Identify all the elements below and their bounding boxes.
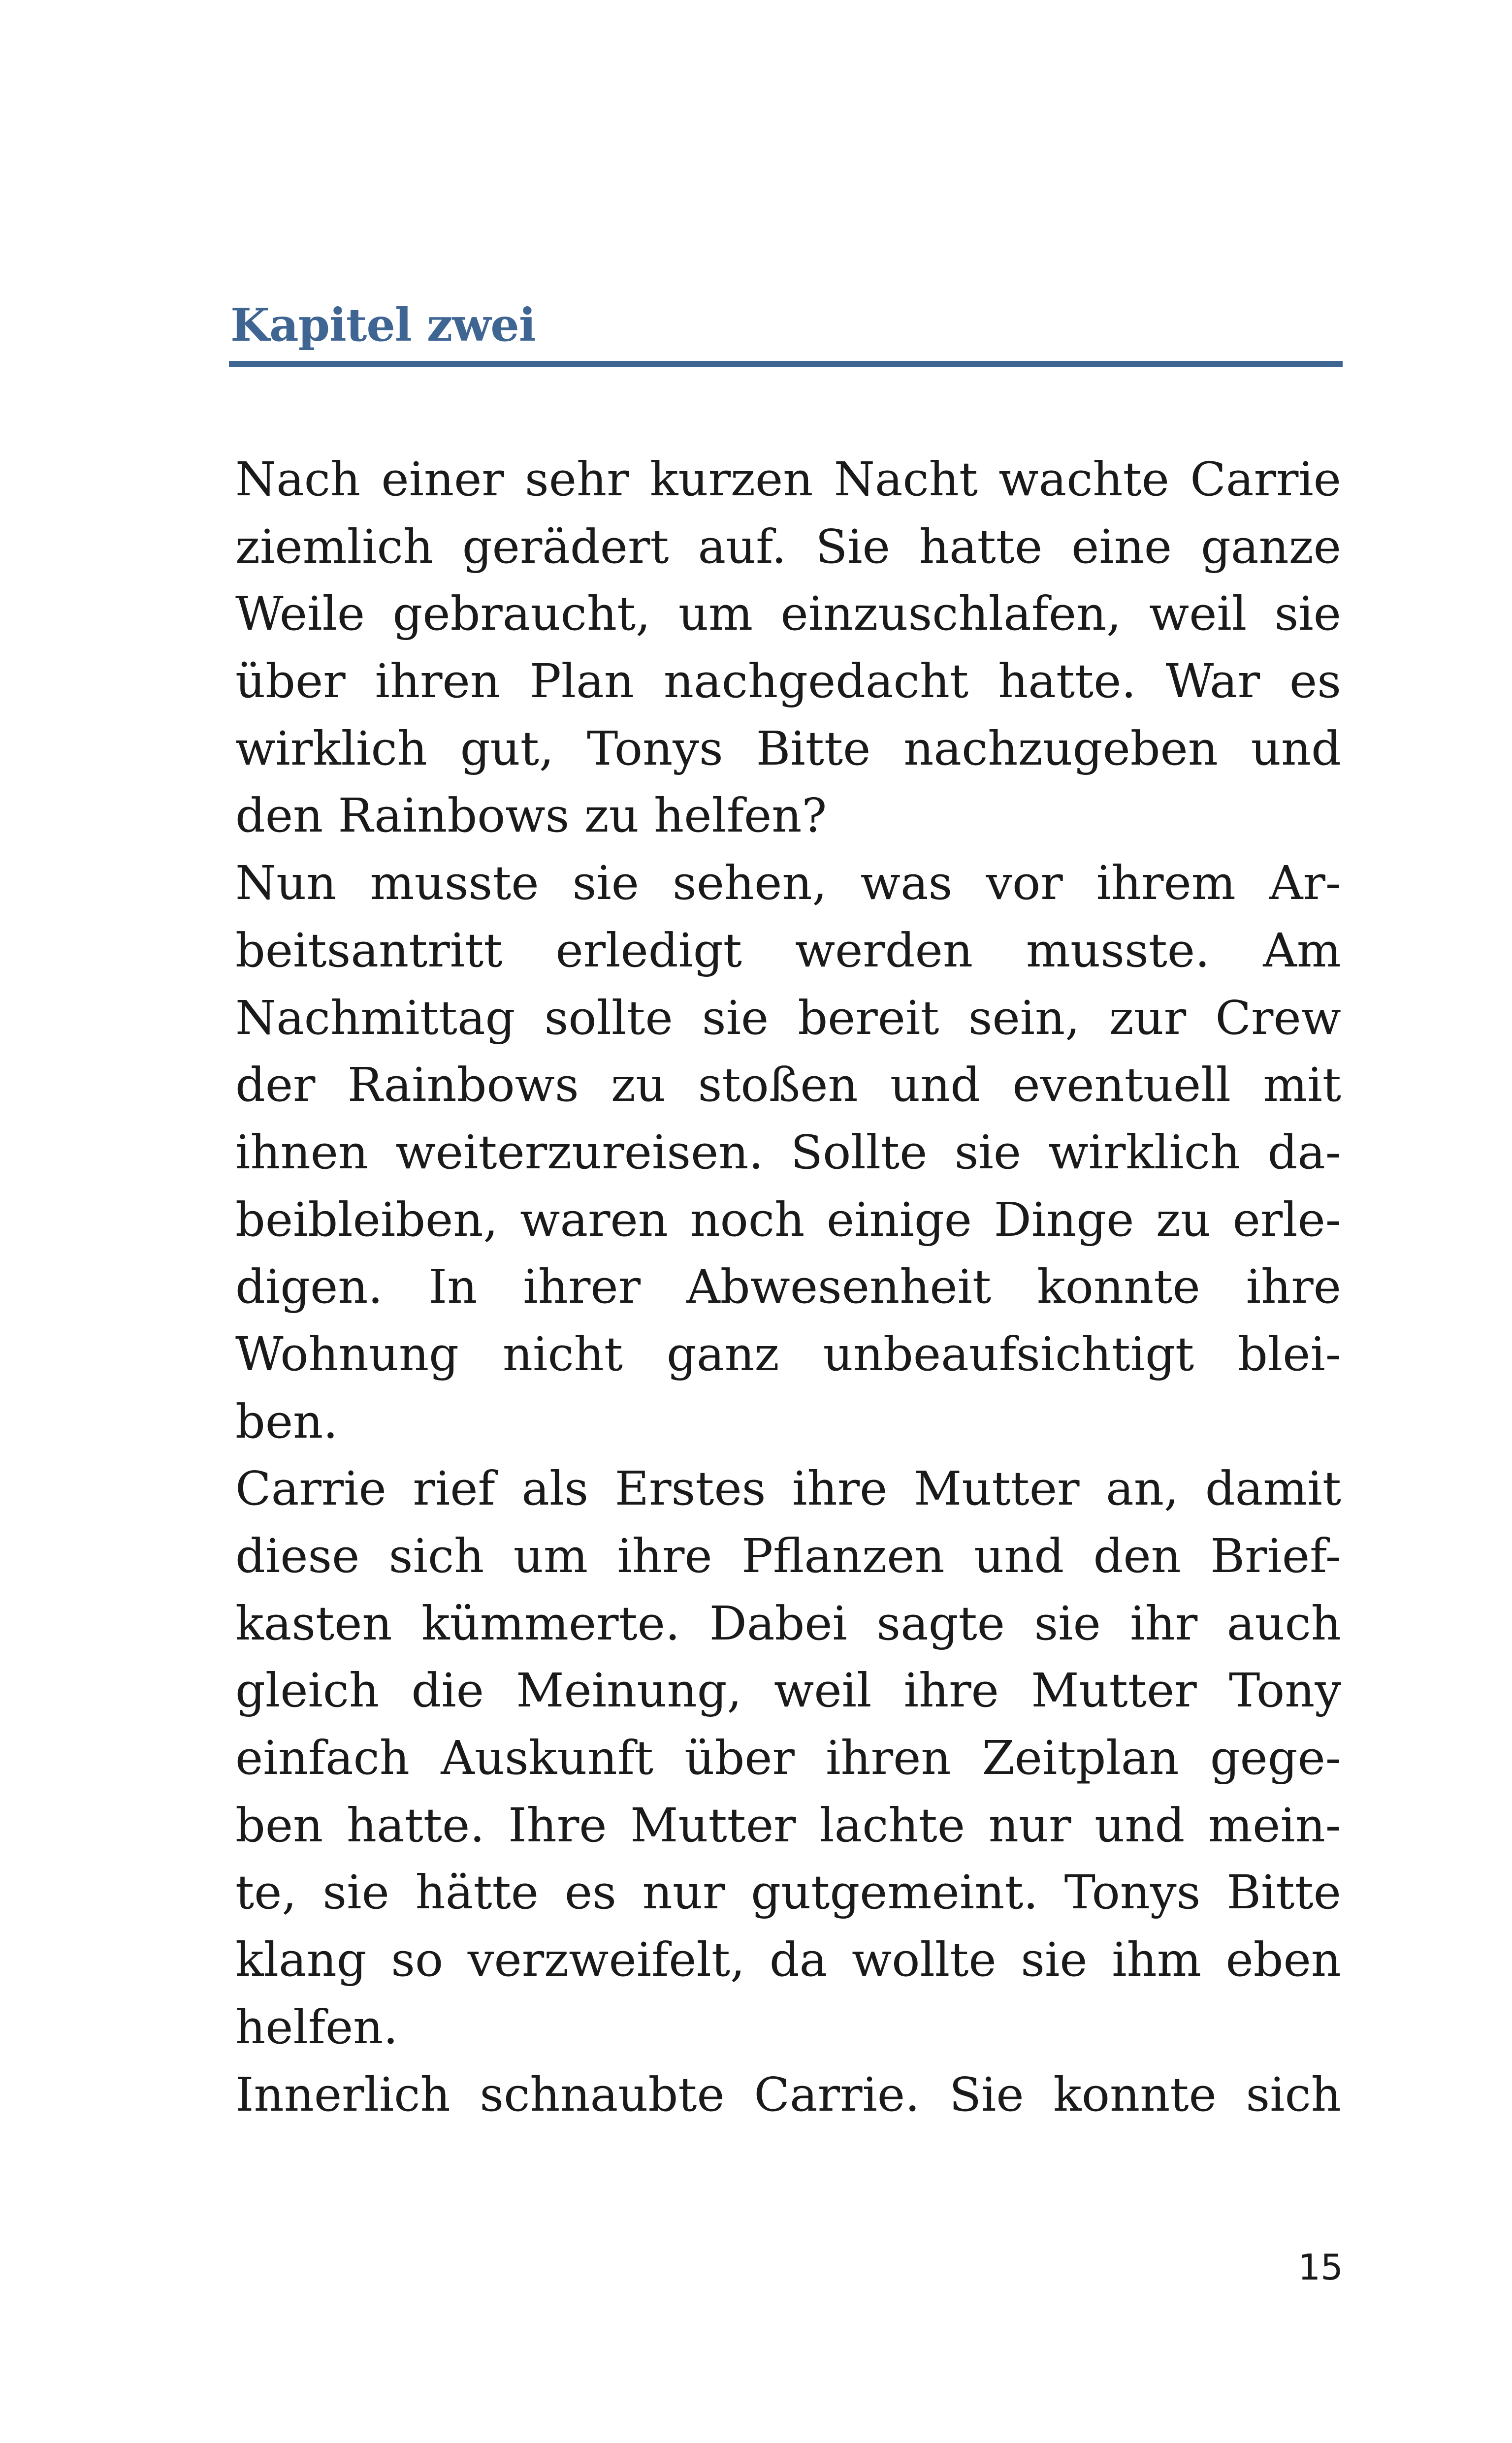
text-line: ben. [235,1394,338,1449]
text-line: wirklich gut, Tonys Bitte nachzugeben und [235,721,1341,776]
text-line: ihnen weiterzureisen. Sollte sie wirklich da- [235,1125,1341,1180]
text-line: diese sich um ihre Pflanzen und den Brief- [235,1529,1341,1583]
text-line: Wohnung nicht ganz unbeaufsichtigt blei- [235,1327,1341,1382]
text-line: der Rainbows zu stoßen und eventuell mit [235,1058,1341,1113]
text-line: Nun musste sie sehen, was vor ihrem Ar- [235,856,1341,911]
text-line: ben hatte. Ihre Mutter lachte nur und mein- [235,1798,1341,1853]
text-line: beitsantritt erledigt werden musste. Am [235,923,1341,978]
text-line: ziemlich gerädert auf. Sie hatte eine ganze [235,519,1341,574]
text-line: einfach Auskunft über ihren Zeitplan gege- [235,1731,1341,1786]
text-line: Innerlich schnaubte Carrie. Sie konnte sich [235,2067,1341,2122]
text-line: gleich die Meinung, weil ihre Mutter Tony [235,1664,1341,1718]
heading-underline-rule [229,361,1343,367]
text-line: kasten kümmerte. Dabei sagte sie ihr auch [235,1596,1341,1651]
text-line: Nach einer sehr kurzen Nacht wachte Carrie [235,452,1341,507]
text-line: über ihren Plan nachgedacht hatte. War es [235,654,1341,709]
chapter-heading: Kapitel zwei [230,298,536,352]
text-line: Nachmittag sollte sie bereit sein, zur Crew [235,991,1341,1045]
text-line: klang so verzweifelt, da wollte sie ihm eben [235,1933,1341,1988]
body-text [235,446,1341,2128]
text-line: den Rainbows zu helfen? [235,789,827,843]
text-line: helfen. [235,2000,398,2055]
text-line: beibleiben, waren noch einige Dinge zu erle- [235,1192,1341,1247]
text-line: Carrie rief als Erstes ihre Mutter an, damit [235,1462,1341,1516]
text-line: digen. In ihrer Abwesenheit konnte ihre [235,1260,1341,1315]
text-line: Weile gebraucht, um einzuschlafen, weil sie [235,587,1341,642]
text-line: te, sie hätte es nur gutgemeint. Tonys Bitte [235,1865,1341,1920]
page-number: 15 [1298,2247,1343,2288]
